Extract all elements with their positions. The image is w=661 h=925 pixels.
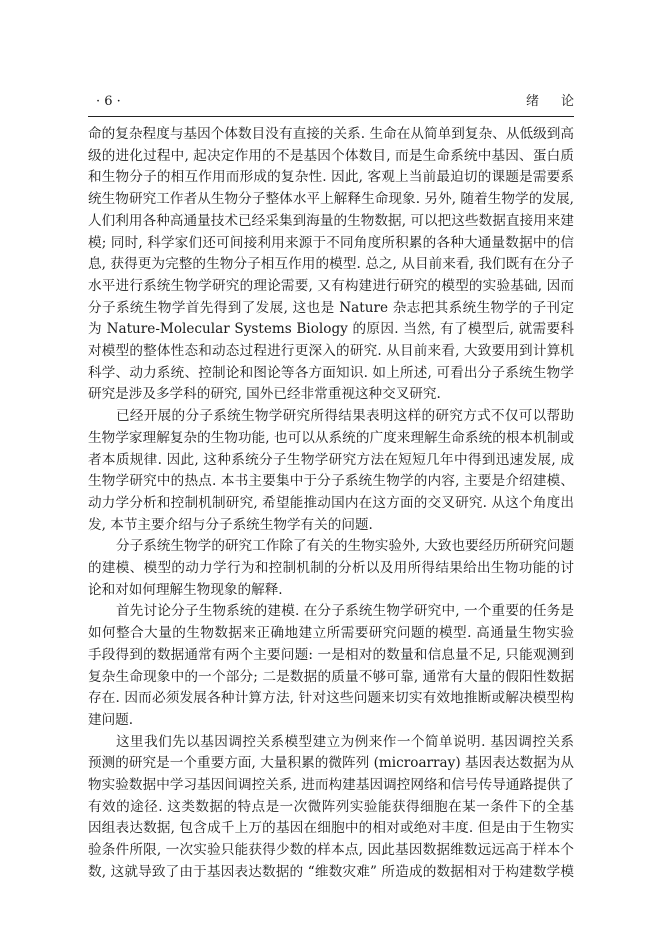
text-line: 分子系统生物学首先得到了发展, 这也是 Nature 杂志把其系统生物学的子刊定 — [88, 299, 574, 316]
text-line: 建问题. — [88, 711, 134, 728]
text-line: 水平进行系统生物学研究的理论需要, 又有构建进行研究的模型的实验基础, 因而 — [88, 277, 574, 294]
text-line: 有效的途径. 这类数据的特点是一次微阵列实验能获得细胞在某一条件下的全基 — [88, 798, 574, 815]
text-line: 和生物分子的相互作用而形成的复杂性. 因此, 客观上当前最迫切的课题是需要系 — [88, 169, 574, 186]
page-header — [88, 92, 596, 112]
text-line: 存在. 因而必须发展各种计算方法, 针对这些问题来切实有效地推断或解决模型构 — [88, 690, 574, 707]
text-line: 的建模、模型的动力学行为和控制机制的分析以及用所得结果给出生物功能的讨 — [88, 560, 574, 576]
text-line: 这里我们先以基因调控关系模型建立为例来作一个简单说明. 基因调控关系 — [116, 733, 574, 750]
text-line: 物实验数据中学习基因间调控关系, 进而构建基因调控网络和信号传导通路提供了 — [88, 777, 574, 793]
text-line: 动力学分析和控制机制研究, 希望能推动国内在这方面的交叉研究. 从这个角度出 — [88, 494, 574, 511]
text-line: 如何整合大量的生物数据来正确地建立所需要研究问题的模型. 高通量生物实验 — [88, 625, 574, 642]
text-line: 者本质规律. 因此, 这种系统分子生物学研究方法在短短几年中得到迅速发展, 成 — [88, 451, 574, 468]
text-line: 模; 同时, 科学家们还可间接利用来源于不同角度所积累的各种大通量数据中的信 — [88, 234, 574, 251]
text-line: 复杂生命现象中的一个部分; 二是数据的质量不够可靠, 通常有大量的假阳性数据 — [88, 668, 574, 685]
text-line: 因组表达数据, 包含成千上万的基因在细胞中的相对或绝对丰度. 但是由于生物实 — [88, 820, 574, 837]
text-line: 命的复杂程度与基因个体数目没有直接的关系. 生命在从简单到复杂、从低级到高 — [88, 126, 574, 142]
text-line: 发, 本节主要介绍与分子系统生物学有关的问题. — [88, 516, 373, 533]
text-line: 生物学研究中的热点. 本书主要集中于分子系统生物学的内容, 主要是介绍建模、 — [88, 473, 574, 490]
text-line: 预测的研究是一个重要方面, 大量积累的微阵列 (microarray) 基因表达数据为从 — [88, 755, 574, 772]
text-line: 息, 获得更为完整的生物分子相互作用的模型. 总之, 从目前来看, 我们既有在分子 — [88, 256, 574, 273]
running-title: 绪论 — [525, 94, 596, 109]
text-line: 级的进化过程中, 起决定作用的不是基因个体数目, 而是生命系统中基因、蛋白质 — [88, 147, 574, 164]
text-line: 已经开展的分子系统生物学研究所得结果表明这样的研究方式不仅可以帮助 — [116, 408, 574, 425]
text-line: 统生物研究工作者从生物分子整体水平上解释生命现象. 另外, 随着生物学的发展, — [88, 191, 574, 208]
text-line: 论和对如何理解生物现象的解释. — [88, 581, 283, 598]
text-line: 对模型的整体性态和动态过程进行更深入的研究. 从目前来看, 大致要用到计算机 — [88, 343, 574, 359]
text-line: 验条件所限, 一次实验只能获得少数的样本点, 因此基因数据维数远远高于样本个 — [88, 842, 574, 859]
text-line: 首先讨论分子生物系统的建模. 在分子系统生物学研究中, 一个重要的任务是 — [116, 603, 574, 620]
text-line: 科学、动力系统、控制论和图论等各方面知识. 如上所述, 可看出分子系统生物学 — [88, 364, 574, 381]
text-line: 分子系统生物学的研究工作除了有关的生物实验外, 大致也要经历所研究问题 — [116, 538, 574, 555]
text-line: 人们利用各种高通量技术已经采集到海量的生物数据, 可以把这些数据直接用来建 — [88, 212, 574, 229]
header-rule — [88, 116, 574, 117]
text-line: 生物学家理解复杂的生物功能, 也可以从系统的广度来理解生命系统的根本机制或 — [88, 429, 574, 446]
text-line: 为 Nature-Molecular Systems Biology 的原因. 当然, 有了模型后, 就需要科 — [88, 321, 574, 338]
text-line: 研究是涉及多学科的研究, 国外已经非常重视这种交叉研究. — [88, 386, 441, 403]
page-number: · 6 · — [96, 94, 121, 109]
text-line: 手段得到的数据通常有两个主要问题: 一是相对的数量和信息量不足, 只能观测到 — [88, 646, 574, 663]
text-line: 数, 这就导致了由于基因表达数据的 “维数灾难” 所造成的数据相对于构建数学模 — [88, 863, 574, 880]
